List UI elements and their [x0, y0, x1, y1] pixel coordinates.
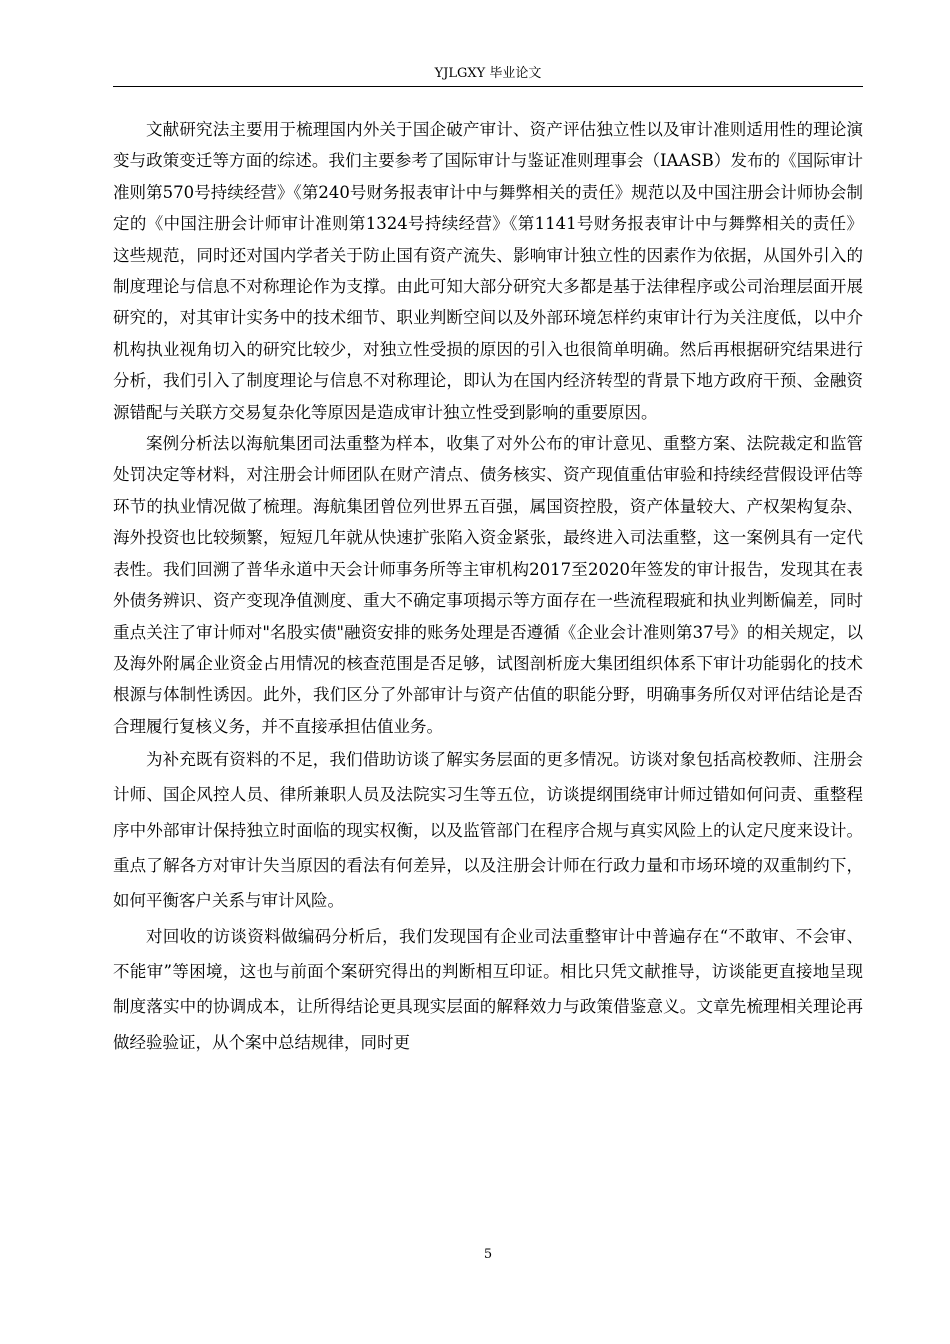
- paragraph-coding-analysis: 对回收的访谈资料做编码分析后，我们发现国有企业司法重整审计中普遍存在“不敢审、不会审、不能审”等困境，这也与前面个案研究得出的判断相互印证。相比只凭文献推导，访谈能更直接地呈现制度落实中的协调成本，让所得结论更具现实层面的解释效力与政策借鉴意义。文章先梳理相关理论再做经验验证，从个案中总结规律，同时更: [113, 926, 863, 1052]
- paragraph-interview-method: 为补充既有资料的不足，我们借助访谈了解实务层面的更多情况。访谈对象包括高校教师、注册会计师、国企风控人员、律所兼职人员及法院实习生等五位，访谈提纲围绕审计师过错如何问责、重整程序中外部审计保持独立时面临的现实权衡，以及监管部门在程序合规与真实风险上的认定尺度来设计。重点了解各方对审计失当原因的看法有何差异，以及注册会计师在行政力量和市场环境的双重制约下，如何平衡客户关系与审计风险。: [113, 750, 863, 911]
- paragraph-literature-method: 文献研究法主要用于梳理国内外关于国企破产审计、资产评估独立性以及审计准则适用性的理论演变与政策变迁等方面的综述。我们主要参考了国际审计与鉴证准则理事会（IAASB）发布的《国际审计准则第570号持续经营》《第240号财务报表审计中与舞弊相关的责任》规范以及中国注册会计师协会制定的《中国注册会计师审计准则第1324号持续经营》《第1141号财务报表审计中与舞弊相关的责任》这些规范，同时还对国内学者关于防止国有资产流失、影响审计独立性的因素作为依据，从国外引入的制度理论与信息不对称理论作为支撑。由此可知大部分研究大多都是基于法律程序或公司治理层面开展研究的，对其审计实务中的技术细节、职业判断空间以及外部环境怎样约束审计行为关注度低，以中介机构执业视角切入的研究比较少，对独立性受损的原因的引入也很简单明确。然后再根据研究结果进行分析，我们引入了制度理论与信息不对称理论，即认为在国内经济转型的背景下地方政府干预、金融资源错配与关联方交易复杂化等原因是造成审计独立性受到影响的重要原因。: [113, 120, 863, 422]
- page-number: 5: [483, 1247, 493, 1262]
- paragraph-case-method: 案例分析法以海航集团司法重整为样本，收集了对外公布的审计意见、重整方案、法院裁定和监管处罚决定等材料，对注册会计师团队在财产清点、债务核实、资产现值重估审验和持续经营假设评估等环节的执业情况做了梳理。海航集团曾位列世界五百强，属国资控股，资产体量较大、产权架构复杂、海外投资也比较频繁，短短几年就从快速扩张陷入资金紧张，最终进入司法重整，这一案例具有一定代表性。我们回溯了普华永道中天会计师事务所等主审机构2017至2020年签发的审计报告，发现其在表外债务辨识、资产变现净值测度、重大不确定事项揭示等方面存在一些流程瑕疵和执业判断偏差，同时重点关注了审计师对"名股实债"融资安排的账务处理是否遵循《企业会计准则第37号》的相关规定，以及海外附属企业资金占用情况的核查范围是否足够，试图剖析庞大集团组织体系下审计功能弱化的技术根源与体制性诱因。此外，我们区分了外部审计与资产估值的职能分野，明确事务所仅对评估结论是否合理履行复核义务，并不直接承担估值业务。: [113, 434, 863, 736]
- document-body: [113, 114, 863, 1060]
- header-rule: [113, 86, 863, 87]
- running-header: YJLGXY 毕业论文: [434, 66, 542, 81]
